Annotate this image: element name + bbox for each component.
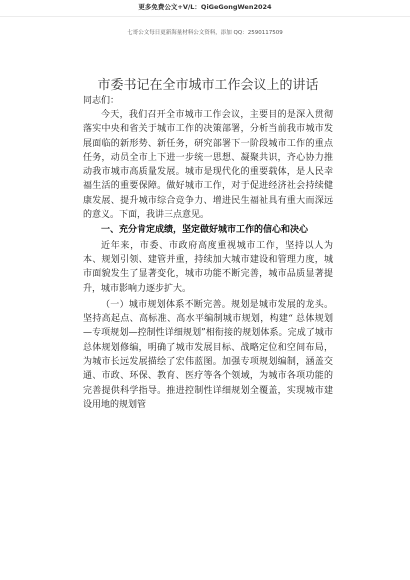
top-banner: [0, 0, 410, 17]
subsection-paragraph: （一）城市规划体系不断完善。规划是城市发展的龙头。坚持高起点、高标准、高水平编制城市规划，构建“ 总体规划—专项规划—控制性详细规划”相衔接的规划体系。完成了城市总体规划修编，明确了城市发展目标、战略定位和空间布局，为城市长远发展描绘了宏伟蓝图。加强专项规划编制，涵盖交通、市政、环保、教育、医疗等各个领域，为城市各项功能的完善提供科学指导。推进控制性详细规划全覆盖，实现城市建设用地的规划管: [83, 299, 333, 410]
banner-text: 更多免费公文+V/L：QiGeGongWen2024: [138, 3, 272, 11]
document-body: [83, 78, 333, 412]
section-paragraph: 近年来，市委、市政府高度重视城市工作，坚持以人为本、规划引领、建管并重，持续加大城市建设和管理力度，城市面貌发生了显著变化，城市功能不断完善，城市品质显著提升，城市影响力逐步扩大。: [83, 240, 333, 294]
document-title: 市委书记在全市城市工作会议上的讲话: [97, 78, 319, 93]
greeting: 同志们：: [83, 96, 120, 106]
header-note: 七哥公文每日更新海量材料公文资料，添加 QQ：2590117509: [127, 30, 283, 36]
intro-paragraph: 今天，我们召开全市城市工作会议，主要目的是深入贯彻落实中央和省关于城市工作的决策部署，分析当前我市城市发展面临的新形势、新任务，研究部署下一阶段城市工作的重点任务，动员全市上下进一步统一思想、凝聚共识，齐心协力推动我市城市高质量发展。城市是现代化的重要载体，是人民幸福生活的重要保障。做好城市工作，对于促进经济社会持续健康发展、提升城市综合竞争力、增进民生福祉具有重大而深远的意义。下面，我讲三点意见。: [83, 110, 333, 221]
section-heading: 一、充分肯定成绩，坚定做好城市工作的信心和决心: [101, 225, 309, 236]
